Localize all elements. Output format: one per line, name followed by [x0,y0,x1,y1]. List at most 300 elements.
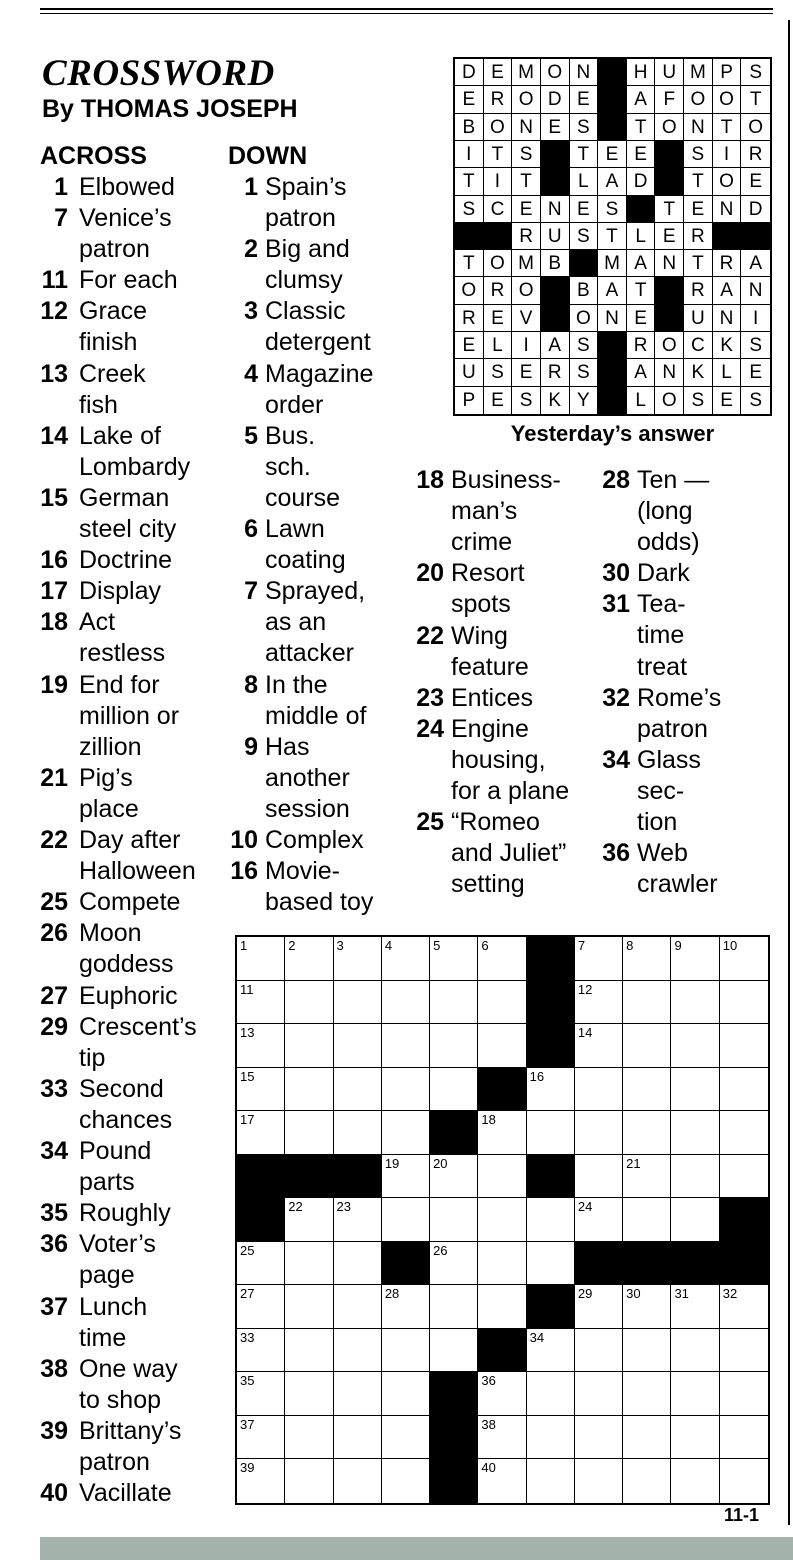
clue-text: One way [79,1354,178,1383]
grid-cell[interactable] [478,1372,526,1416]
cell-number: 4 [384,938,393,953]
grid-cell[interactable] [382,1372,430,1416]
answer-letter: O [741,114,770,141]
grid-black-square [382,1242,430,1286]
answer-letter: U [655,59,684,86]
grid-cell[interactable] [671,1111,719,1155]
clue-text: page [79,1261,135,1290]
answer-black-square [655,305,684,332]
answer-letter: L [570,168,599,195]
grid-cell[interactable] [237,937,285,981]
clue-text: tip [79,1043,106,1072]
grid-cell[interactable] [623,1024,671,1068]
clue-number: 14 [40,421,68,450]
grid-cell[interactable] [623,1198,671,1242]
grid-cell[interactable] [382,1285,430,1329]
grid-cell[interactable] [237,1329,285,1373]
grid-cell[interactable] [575,1372,623,1416]
clue-text: coating [265,546,346,575]
clue-text: Resort [451,559,525,588]
answer-letter: D [741,196,770,223]
answer-letter: S [741,332,770,359]
grid-cell[interactable] [623,1111,671,1155]
grid-cell[interactable] [623,1459,671,1503]
grid-cell[interactable] [527,1372,575,1416]
top-rule [40,8,773,10]
clue-number: 20 [416,559,444,588]
clue-text: order [265,390,324,419]
answer-black-square [598,59,627,86]
answer-letter: K [541,387,570,414]
grid-cell[interactable] [334,1198,382,1242]
clue-text: attacker [265,639,354,668]
answer-letter: K [713,332,742,359]
grid-cell[interactable] [671,1329,719,1373]
clue-text: Doctrine [79,546,173,575]
grid-cell[interactable] [285,981,333,1025]
answer-letter: O [541,59,570,86]
grid-cell[interactable] [623,1372,671,1416]
answer-letter: E [455,86,484,113]
grid-cell[interactable] [575,981,623,1025]
grid-cell[interactable] [478,937,526,981]
clue-text: In the [265,670,328,699]
answer-letter: S [570,114,599,141]
grid-cell[interactable] [334,937,382,981]
down-heading: DOWN [228,142,308,170]
grid-cell[interactable] [527,1459,575,1503]
answer-black-square [598,387,627,414]
answer-letter: E [741,359,770,386]
grid-cell[interactable] [575,1111,623,1155]
grid-cell[interactable] [478,1024,526,1068]
grid-cell[interactable] [285,1242,333,1286]
clue-number: 2 [244,235,258,264]
grid-cell[interactable] [430,937,478,981]
answer-letter: I [713,141,742,168]
grid-cell[interactable] [382,1329,430,1373]
answer-letter: A [598,277,627,304]
answer-letter: D [455,59,484,86]
grid-cell[interactable] [720,1372,768,1416]
grid-cell[interactable] [334,1242,382,1286]
clue-number: 30 [602,559,630,588]
grid-cell[interactable] [382,1024,430,1068]
grid-cell[interactable] [382,1198,430,1242]
answer-letter: E [655,223,684,250]
grid-black-square [527,1285,575,1329]
grid-cell[interactable] [527,1198,575,1242]
grid-cell[interactable] [720,1285,768,1329]
answer-black-square [598,359,627,386]
grid-cell[interactable] [237,1242,285,1286]
answer-letter: E [455,332,484,359]
grid-cell[interactable] [478,1459,526,1503]
grid-cell[interactable] [334,1068,382,1112]
grid-cell[interactable] [478,1155,526,1199]
grid-cell[interactable] [382,1459,430,1503]
grid-cell[interactable] [334,1459,382,1503]
answer-black-square [541,305,570,332]
answer-letter: O [713,168,742,195]
answer-letter: A [627,86,656,113]
clue-text: Classic [265,297,346,326]
grid-cell[interactable] [623,981,671,1025]
grid-cell[interactable] [237,1459,285,1503]
clue-number: 18 [416,466,444,494]
grid-cell[interactable] [671,1068,719,1112]
clue-text: for a plane [451,776,570,805]
grid-cell[interactable] [334,1111,382,1155]
grid-cell[interactable] [237,1372,285,1416]
grid-black-square [237,1198,285,1242]
clue-text: to shop [79,1385,162,1414]
answer-letter: T [655,196,684,223]
clue-number: 25 [40,888,68,917]
grid-cell[interactable] [575,1285,623,1329]
grid-cell[interactable] [575,1155,623,1199]
grid-cell[interactable] [623,1285,671,1329]
grid-cell[interactable] [527,1068,575,1112]
clue-number: 26 [40,919,68,948]
clue-number: 12 [40,297,68,326]
grid-cell[interactable] [430,981,478,1025]
clue-text: Lake of [79,421,162,450]
grid-black-square [527,937,575,981]
answer-letter: P [713,59,742,86]
grid-cell[interactable] [720,1416,768,1460]
grid-cell[interactable] [720,1329,768,1373]
answer-letter: N [741,277,770,304]
clue-text: middle of [265,701,367,730]
grid-cell[interactable] [623,937,671,981]
grid-cell[interactable] [720,981,768,1025]
clue-number: 34 [40,1137,68,1166]
clue-number: 21 [40,763,68,792]
grid-cell[interactable] [334,1024,382,1068]
grid-cell[interactable] [285,1372,333,1416]
clue-text: clumsy [265,266,343,295]
clue-text: Pig’s [79,763,133,792]
clue-number: 27 [40,981,68,1010]
clue-text: Bus. [265,421,316,450]
cell-number: 17 [240,1112,255,1128]
cell-number: 35 [240,1373,255,1389]
clue-text: Halloween [79,857,196,886]
grid-cell[interactable] [430,1155,478,1199]
answer-letter: M [598,250,627,277]
grid-cell[interactable] [430,1024,478,1068]
answer-letter: R [484,277,513,304]
grid-cell[interactable] [575,1329,623,1373]
answer-letter: E [570,196,599,223]
answer-letter: D [541,86,570,113]
clue-text: Web [637,839,688,868]
puzzle-title: CROSSWORD [42,53,275,94]
clue-text: spots [451,590,511,619]
grid-cell[interactable] [285,1198,333,1242]
grid-cell[interactable] [237,981,285,1025]
answer-black-square [484,223,513,250]
clue-text: For each [79,266,178,295]
cell-number: 14 [577,1025,593,1041]
right-border-line [788,20,790,1525]
grid-cell[interactable] [478,1242,526,1286]
clue-number: 7 [244,577,258,606]
clue-text: zillion [79,732,142,761]
answer-letter: E [627,305,656,332]
answer-letter: N [713,305,742,332]
clue-text: Engine [451,714,529,743]
grid-cell[interactable] [575,937,623,981]
clue-text: Venice’s [79,204,172,233]
answer-black-square [598,332,627,359]
clue-text: chances [79,1105,173,1134]
answer-letter: R [512,223,541,250]
grid-cell[interactable] [671,1198,719,1242]
grid-cell[interactable] [527,1111,575,1155]
answer-letter: E [627,141,656,168]
clue-text: Euphoric [79,981,178,1010]
grid-cell[interactable] [575,1416,623,1460]
grid-cell[interactable] [575,1459,623,1503]
cell-number: 1 [240,938,248,953]
answer-letter: I [455,141,484,168]
grid-cell[interactable] [285,1285,333,1329]
grid-cell[interactable] [575,1198,623,1242]
answer-letter: T [741,86,770,113]
grid-cell[interactable] [382,1416,430,1460]
answer-letter: T [627,277,656,304]
grid-cell[interactable] [334,1416,382,1460]
answer-letter: O [655,387,684,414]
grid-cell[interactable] [285,1068,333,1112]
answer-letter: E [741,168,770,195]
answer-letter: O [484,250,513,277]
grid-cell[interactable] [382,1111,430,1155]
clue-number: 7 [54,204,68,233]
answer-letter: O [570,305,599,332]
answer-letter: U [684,305,713,332]
answer-letter: O [684,86,713,113]
clue-text: Ten — [637,466,710,494]
grid-cell[interactable] [671,981,719,1025]
clue-text: based toy [265,888,374,917]
clue-text: Business- [451,466,561,494]
cell-number: 26 [433,1242,448,1258]
crossword-grid [235,935,770,1505]
answer-letter: L [713,359,742,386]
top-rule-thin [40,13,773,14]
cell-number: 32 [722,1286,738,1302]
grid-cell[interactable] [285,1111,333,1155]
grid-cell[interactable] [575,1024,623,1068]
cell-number: 30 [626,1286,641,1302]
answer-letter: U [455,359,484,386]
grid-cell[interactable] [623,1068,671,1112]
grid-cell[interactable] [334,1372,382,1416]
answer-black-square [655,277,684,304]
answer-letter: U [541,223,570,250]
grid-cell[interactable] [430,1285,478,1329]
grid-cell[interactable] [285,1024,333,1068]
grid-cell[interactable] [527,1242,575,1286]
grid-cell[interactable] [671,937,719,981]
answer-black-square [570,250,599,277]
clue-text: Lawn [265,515,325,544]
grid-cell[interactable] [720,1459,768,1503]
grid-black-square [237,1155,285,1199]
grid-cell[interactable] [237,1111,285,1155]
grid-black-square [334,1155,382,1199]
answer-letter: N [655,250,684,277]
grid-cell[interactable] [382,1068,430,1112]
grid-cell[interactable] [527,1329,575,1373]
clue-text: detergent [265,328,371,357]
grid-cell[interactable] [285,1416,333,1460]
grid-black-square [478,1068,526,1112]
grid-cell[interactable] [527,1416,575,1460]
answer-letter: O [655,114,684,141]
answer-letter: N [570,59,599,86]
answer-letter: N [713,196,742,223]
grid-cell[interactable] [478,1198,526,1242]
cell-number: 5 [433,938,441,953]
grid-cell[interactable] [237,1285,285,1329]
grid-cell[interactable] [478,1416,526,1460]
clue-text: time [79,1323,127,1352]
answer-letter: E [512,196,541,223]
answer-letter: R [541,359,570,386]
grid-black-square [671,1242,719,1286]
grid-cell[interactable] [671,1372,719,1416]
grid-cell[interactable] [285,1459,333,1503]
answer-black-square [741,223,770,250]
clue-text: crime [451,528,513,557]
clue-text: Spain’s [265,173,347,201]
clue-number: 3 [244,297,258,326]
answer-letter: T [598,223,627,250]
clue-text: Brittany’s [79,1417,182,1445]
grid-cell[interactable] [671,1155,719,1199]
clue-number: 23 [416,683,444,712]
grid-cell[interactable] [382,937,430,981]
cell-number: 18 [481,1112,496,1128]
cell-number: 36 [481,1373,496,1389]
clue-text: course [265,483,341,512]
clue-text: Display [79,577,161,606]
answer-letter: N [541,196,570,223]
answer-letter: T [713,114,742,141]
clue-text: Grace [79,297,148,326]
answer-letter: T [684,250,713,277]
grid-cell[interactable] [478,1285,526,1329]
clue-text: (long [637,497,693,526]
grid-cell[interactable] [478,1111,526,1155]
clue-number: 1 [54,173,68,201]
answer-letter: Y [570,387,599,414]
answer-letter: E [598,141,627,168]
answer-letter: O [512,86,541,113]
clue-number: 25 [416,808,444,837]
grid-cell[interactable] [720,1155,768,1199]
grid-black-square [527,981,575,1025]
grid-cell[interactable] [478,981,526,1025]
grid-cell[interactable] [720,1111,768,1155]
grid-cell[interactable] [430,1068,478,1112]
grid-cell[interactable] [430,1242,478,1286]
grid-cell[interactable] [285,937,333,981]
grid-cell[interactable] [237,1416,285,1460]
grid-cell[interactable] [623,1155,671,1199]
answer-letter: F [655,86,684,113]
puzzle-byline: By THOMAS JOSEPH [42,95,298,123]
clue-text: crawler [637,870,718,899]
answer-letter: L [627,223,656,250]
answer-letter: T [627,114,656,141]
clue-number: 19 [40,670,68,699]
cell-number: 16 [529,1068,545,1084]
grid-cell[interactable] [671,1024,719,1068]
clue-text: Creek [79,359,146,388]
bottom-bar [40,1537,793,1560]
answer-letter: A [541,332,570,359]
grid-cell[interactable] [720,1068,768,1112]
grid-cell[interactable] [671,1459,719,1503]
clue-number: 16 [230,857,258,886]
grid-cell[interactable] [671,1285,719,1329]
answer-letter: O [512,277,541,304]
grid-cell[interactable] [720,1024,768,1068]
grid-cell[interactable] [430,1198,478,1242]
answer-black-square [541,277,570,304]
grid-cell[interactable] [285,1329,333,1373]
grid-cell[interactable] [575,1068,623,1112]
cell-number: 7 [577,938,586,953]
cell-number: 29 [577,1286,593,1302]
grid-cell[interactable] [720,937,768,981]
clue-text: Lombardy [79,452,191,481]
answer-letter: R [484,86,513,113]
grid-cell[interactable] [334,981,382,1025]
grid-cell[interactable] [237,1068,285,1112]
answer-black-square [627,196,656,223]
clue-text: Vacillate [79,1479,172,1508]
cell-number: 22 [288,1199,303,1215]
clue-number: 33 [40,1074,68,1103]
grid-cell[interactable] [334,1329,382,1373]
answer-letter: E [713,387,742,414]
grid-cell[interactable] [430,1329,478,1373]
grid-cell[interactable] [623,1329,671,1373]
grid-cell[interactable] [382,1155,430,1199]
grid-cell[interactable] [382,981,430,1025]
answer-black-square [541,141,570,168]
answer-letter: V [512,305,541,332]
grid-cell[interactable] [237,1024,285,1068]
cell-number: 3 [336,938,344,953]
clue-number: 35 [40,1199,68,1228]
clue-number: 18 [40,608,68,637]
answer-letter: S [455,196,484,223]
answer-black-square [455,223,484,250]
grid-cell[interactable] [671,1416,719,1460]
clue-text: Compete [79,888,181,917]
grid-cell[interactable] [334,1285,382,1329]
grid-cell[interactable] [623,1416,671,1460]
answer-letter: S [570,332,599,359]
answer-letter: O [655,332,684,359]
